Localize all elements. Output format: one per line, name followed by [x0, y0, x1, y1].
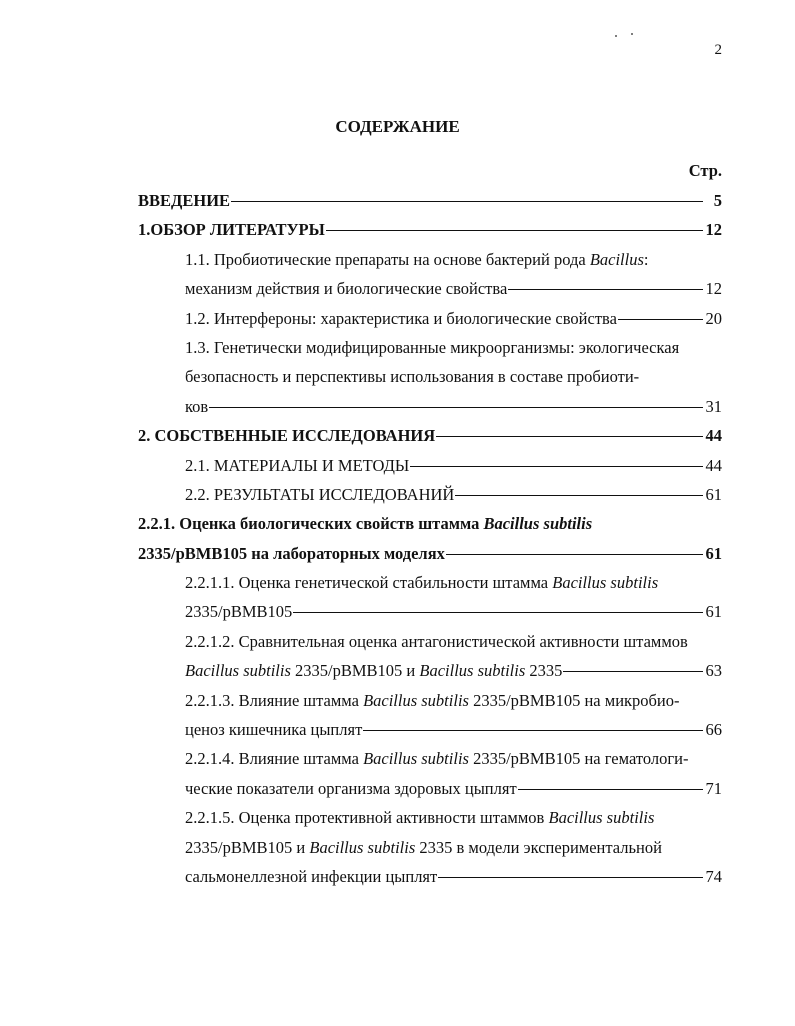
- toc-entry-2-1: [138, 451, 722, 480]
- toc-entry-text: 2.2.1. Оценка биологических свойств штамма Bacillus subtilis: [138, 514, 593, 534]
- toc-entry-2-2-1-2-line2: [138, 656, 722, 685]
- toc-entry-text: сальмонеллезной инфекции цыплят: [185, 866, 438, 886]
- leader-line: [508, 289, 703, 290]
- toc-page-number: 61: [705, 543, 722, 563]
- toc-entry-1-2: [138, 304, 722, 333]
- toc-page-number: 61: [705, 484, 722, 504]
- pages-column-header: Стр.: [688, 161, 722, 180]
- toc-entry-2-2-1-line1: [138, 509, 722, 538]
- toc-entry-chapter-1: [138, 215, 722, 244]
- toc-entry-text: 1.1. Пробиотические препараты на основе бактерий рода Bacillus:: [185, 249, 649, 269]
- toc-entry-text: ков: [185, 396, 209, 416]
- toc-page-number: 20: [705, 308, 722, 328]
- toc-entry-text: 2.2.1.1. Оценка генетической стабильности штамма Bacillus subtilis: [185, 573, 659, 593]
- toc-entry-text: 1.2. Интерфероны: характеристика и биологические свойства: [185, 308, 617, 328]
- toc-entry-text: 1.ОБЗОР ЛИТЕРАТУРЫ: [138, 220, 325, 240]
- leader-line: [518, 789, 703, 790]
- toc-page-number: 66: [705, 720, 722, 740]
- toc-entry-text: Bacillus subtilis 2335/pBMB105 и Bacillus subtilis 2335: [185, 661, 563, 681]
- leader-line: [455, 495, 703, 496]
- toc-page-number: 74: [705, 866, 722, 886]
- leader-line: [293, 612, 703, 613]
- toc-entry-2-2-1-4-line2: [138, 774, 722, 803]
- leader-line: [563, 671, 703, 672]
- toc-entry-2-2-1-5-line2: [138, 833, 722, 862]
- toc-entry-text: ВВЕДЕНИЕ: [138, 191, 231, 210]
- toc-page-number: 63: [705, 661, 722, 681]
- toc-entry-1-3-line2: [138, 362, 722, 391]
- leader-line: [326, 230, 703, 231]
- toc-entry-text: 2.2.1.5. Оценка протективной активности штаммов Bacillus subtilis: [185, 808, 655, 828]
- toc-entry-text: 2.1. МАТЕРИАЛЫ И МЕТОДЫ: [185, 455, 410, 475]
- toc-page-number: 5: [713, 191, 722, 210]
- toc-page-number: 44: [705, 455, 722, 475]
- page-number: 2: [714, 42, 722, 58]
- leader-line: [363, 730, 703, 731]
- toc-entry-text: 2.2.1.2. Сравнительная оценка антагонистической активности штаммов: [185, 631, 688, 651]
- toc-entry-1-3-line3: [138, 392, 722, 421]
- scan-speck: [615, 35, 617, 37]
- table-of-contents: [138, 186, 722, 891]
- leader-line: [410, 466, 703, 467]
- toc-entry-2-2: [138, 480, 722, 509]
- toc-page-number: 12: [705, 220, 722, 240]
- scan-speck: [631, 33, 633, 35]
- leader-line: [436, 436, 703, 437]
- toc-entry-2-2-1-1-line2: [138, 597, 722, 626]
- toc-entry-1-1-line1: [138, 245, 722, 274]
- toc-page-number: 44: [705, 426, 722, 446]
- leader-line: [446, 554, 703, 555]
- toc-entry-chapter-2: [138, 421, 722, 450]
- toc-page-number: 61: [705, 602, 722, 622]
- toc-entry-text: 1.3. Генетически модифицированные микроорганизмы: экологическая: [185, 337, 680, 357]
- page-title: СОДЕРЖАНИЕ: [335, 117, 460, 136]
- toc-page-number: 71: [705, 778, 722, 798]
- toc-entry-text: ценоз кишечника цыплят: [185, 720, 363, 740]
- toc-entry-intro: [138, 186, 722, 215]
- leader-line: [438, 877, 703, 878]
- toc-entry-2-2-1-3-line1: [138, 686, 722, 715]
- toc-entry-text: ческие показатели организма здоровых цыплят: [185, 778, 517, 798]
- toc-entry-text: 2335/pBMB105: [185, 602, 293, 622]
- toc-entry-2-2-1-5-line1: [138, 803, 722, 832]
- toc-entry-text: механизм действия и биологические свойства: [185, 279, 508, 299]
- toc-entry-2-2-1-2-line1: [138, 627, 722, 656]
- toc-entry-text: 2. СОБСТВЕННЫЕ ИССЛЕДОВАНИЯ: [138, 426, 436, 446]
- toc-entry-text: 2335/pBMB105 на лабораторных моделях: [138, 543, 445, 563]
- toc-entry-text: 2.2.1.4. Влияние штамма Bacillus subtilis 2335/pBMB105 на гематологи-: [185, 749, 689, 769]
- toc-entry-2-2-1-4-line1: [138, 744, 722, 773]
- toc-entry-2-2-1-line2: [138, 539, 722, 568]
- toc-entry-2-2-1-1-line1: [138, 568, 722, 597]
- toc-entry-text: 2335/pBMB105 и Bacillus subtilis 2335 в модели экспериментальной: [185, 837, 662, 857]
- toc-page-number: 31: [705, 396, 722, 416]
- toc-entry-text: безопасность и перспективы использования в составе пробиоти-: [185, 367, 640, 387]
- toc-entry-2-2-1-3-line2: [138, 715, 722, 744]
- toc-entry-1-3-line1: [138, 333, 722, 362]
- toc-entry-text: 2.2. РЕЗУЛЬТАТЫ ИССЛЕДОВАНИЙ: [185, 484, 455, 504]
- toc-entry-2-2-1-5-line3: [138, 862, 722, 891]
- leader-line: [618, 319, 703, 320]
- toc-page-number: 12: [705, 279, 722, 299]
- leader-line: [209, 407, 703, 408]
- toc-entry-text: 2.2.1.3. Влияние штамма Bacillus subtilis 2335/pBMB105 на микробио-: [185, 690, 680, 710]
- leader-line: [231, 201, 703, 202]
- toc-entry-1-1-line2: [138, 274, 722, 303]
